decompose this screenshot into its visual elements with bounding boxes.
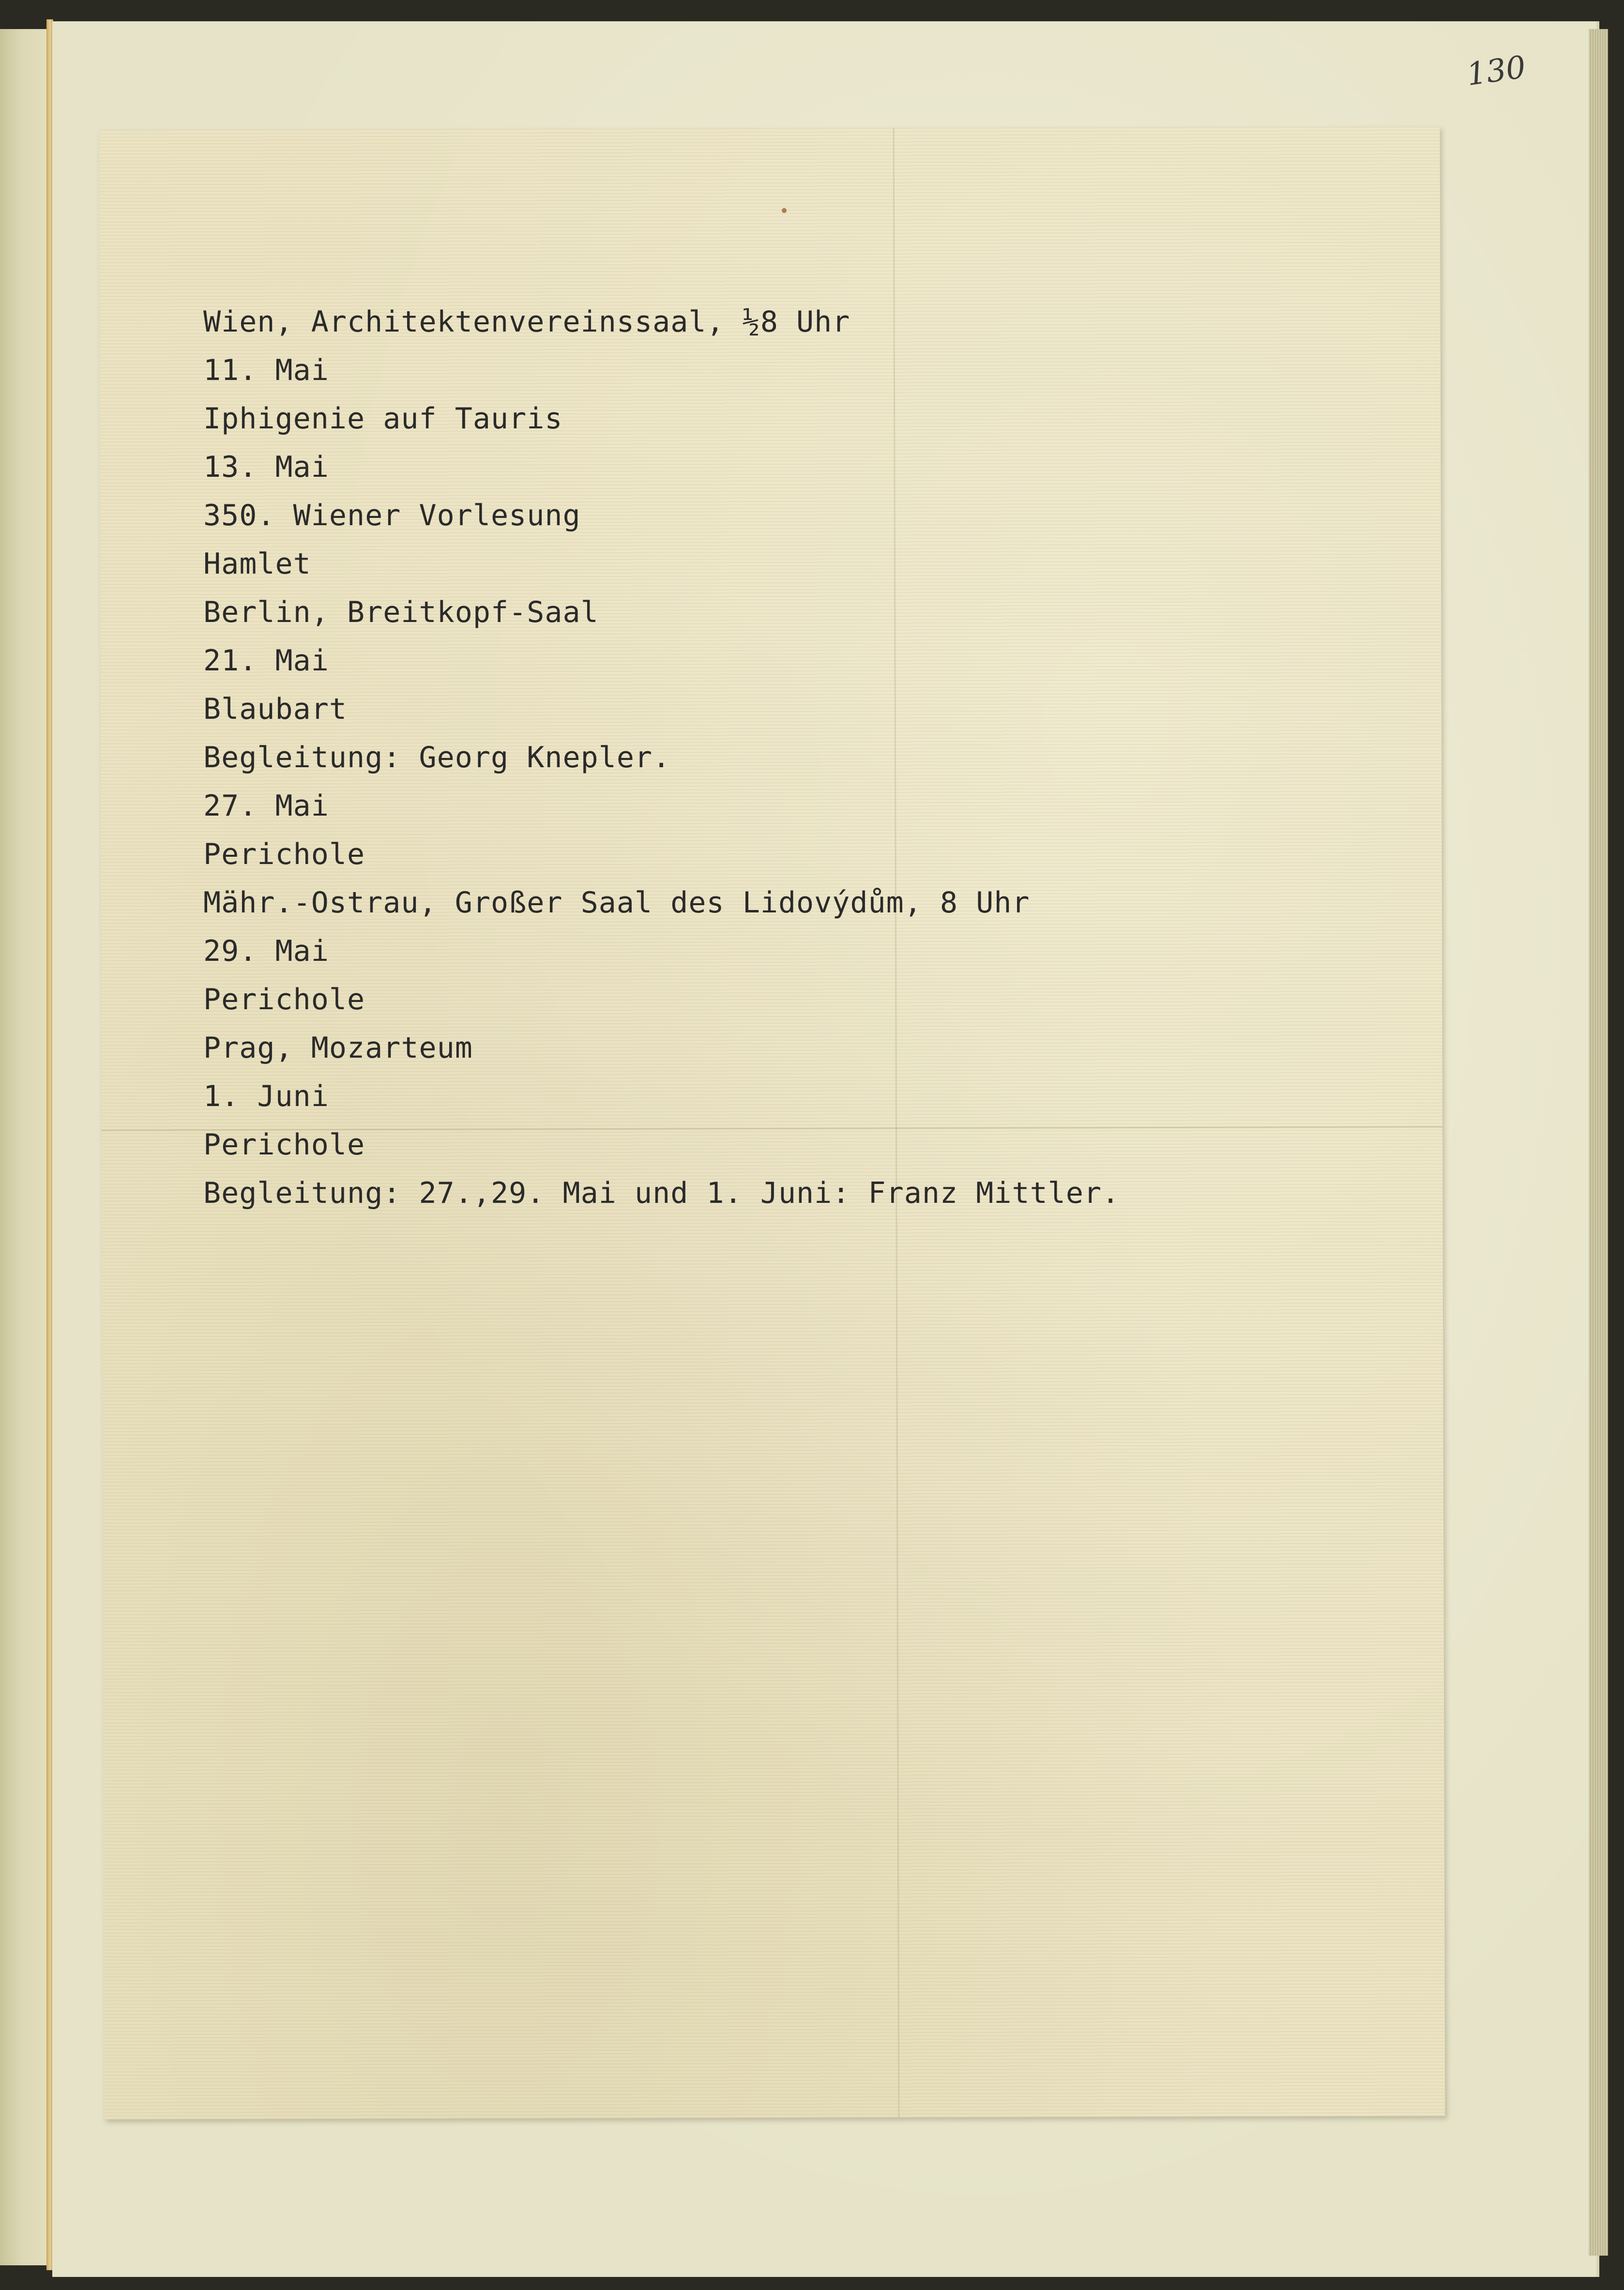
typed-line: Prag, Mozarteum xyxy=(203,1031,473,1065)
typed-line: Perichole xyxy=(203,1128,365,1162)
typed-line: Mähr.-Ostrau, Großer Saal des Lidovýdům, 8 Uhr xyxy=(203,886,1030,920)
typed-line: Wien, Architektenvereinssaal, ½8 Uhr xyxy=(203,305,850,339)
page-number: 130 xyxy=(1464,49,1528,93)
typed-line: 350. Wiener Vorlesung xyxy=(203,499,581,532)
typed-line: 21. Mai xyxy=(203,644,329,678)
typed-line: Blaubart xyxy=(203,692,347,726)
page-block-edges xyxy=(1589,29,1608,2256)
typed-line: Perichole xyxy=(203,837,365,871)
typed-line: Iphigenie auf Tauris xyxy=(203,402,563,436)
typed-line: 11. Mai xyxy=(203,353,329,387)
typed-line: Begleitung: 27.,29. Mai und 1. Juni: Franz Mittler. xyxy=(203,1176,1120,1210)
typed-line: 27. Mai xyxy=(203,789,329,823)
typed-line: 1. Juni xyxy=(203,1079,329,1113)
ink-speck xyxy=(782,208,787,213)
typed-line: Berlin, Breitkopf-Saal xyxy=(203,595,599,629)
typed-text-block xyxy=(203,298,1317,1217)
typed-line: Hamlet xyxy=(203,547,311,581)
typed-line: 13. Mai xyxy=(203,450,329,484)
typed-line: Perichole xyxy=(203,983,365,1016)
typed-line: 29. Mai xyxy=(203,934,329,968)
typed-line: Begleitung: Georg Knepler. xyxy=(203,741,671,774)
